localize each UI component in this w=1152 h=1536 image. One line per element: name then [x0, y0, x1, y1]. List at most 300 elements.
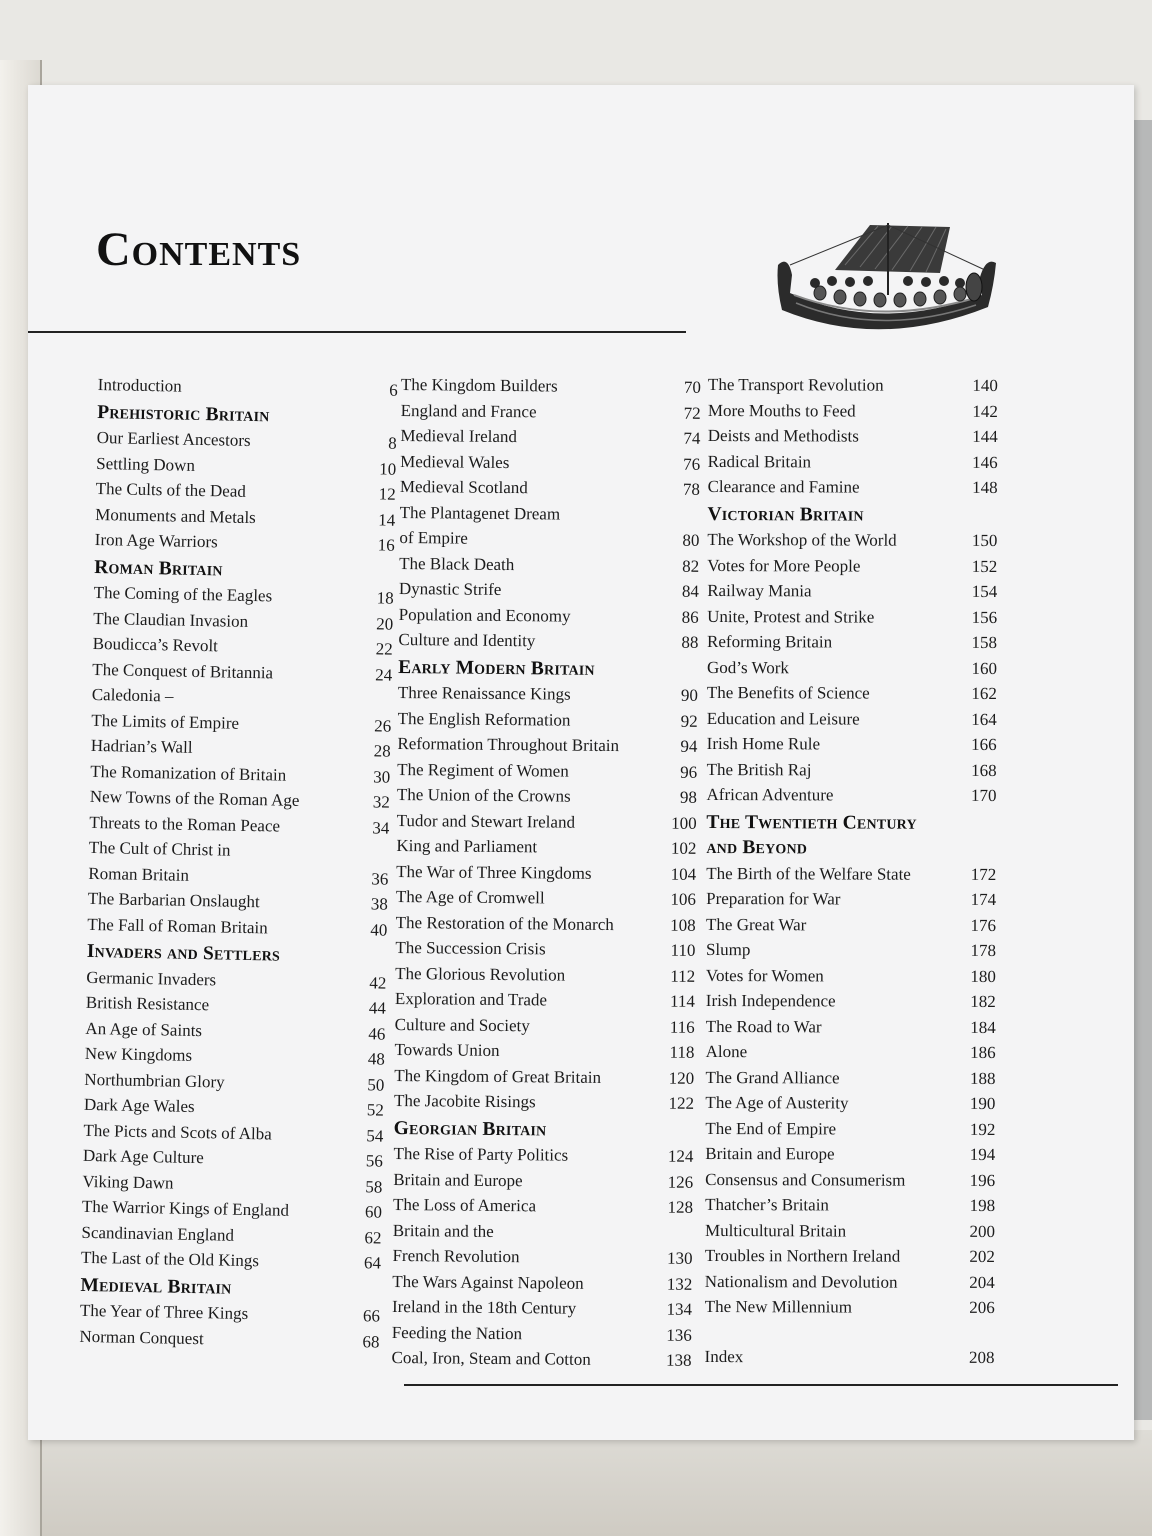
entry-title: Nationalism and Devolution	[704, 1271, 898, 1292]
entry-title: Dynastic Strife	[398, 578, 502, 599]
entry-title: Monuments and Metals	[95, 504, 256, 527]
entry-title: Irish Home Rule	[706, 733, 821, 754]
contents-entry	[706, 988, 996, 1015]
entry-page-number: 40	[370, 919, 388, 940]
contents-entry	[708, 397, 998, 424]
contents-entry	[81, 1245, 381, 1276]
entry-page-number: 24	[375, 664, 393, 685]
entry-page-number: 134	[666, 1299, 693, 1319]
contents-entry	[705, 1115, 995, 1142]
contents-section	[87, 554, 394, 942]
entry-title: The End of Empire	[705, 1118, 837, 1138]
contents-entry	[392, 1319, 692, 1347]
entry-page-number: 122	[668, 1093, 695, 1113]
contents-entry	[707, 654, 997, 681]
entry-page-number: 126	[667, 1172, 694, 1192]
entry-title: Boudicca’s Revolt	[92, 633, 219, 656]
contents-entry	[708, 423, 998, 450]
entry-page-number: 42	[369, 972, 387, 993]
title-rule	[28, 331, 686, 333]
section-heading: Invaders and Settlers	[86, 940, 281, 966]
contents-entry	[391, 1345, 691, 1373]
entry-page-number: 26	[374, 715, 392, 736]
entry-title: The Claudian Invasion	[93, 608, 249, 631]
entry-page-number: 102	[670, 838, 697, 858]
entry-title: The Cult of Christ in Roman Britain	[88, 837, 231, 885]
entry-title: The Black Death	[399, 553, 515, 574]
entry-title: Scandinavian England	[81, 1222, 235, 1245]
contents-entry	[705, 1243, 995, 1270]
entry-title: The Succession Crisis	[395, 937, 546, 959]
contents-entry	[399, 550, 699, 578]
entry-title: Irish Independence	[705, 990, 836, 1011]
entry-title: Britain and the French Revolution	[392, 1220, 520, 1267]
contents-entry	[705, 1294, 995, 1321]
section-heading: The Twentieth Century and Beyond	[706, 811, 917, 859]
entry-title: God’s Work	[706, 657, 789, 677]
contents-entry	[91, 682, 392, 739]
entry-page-number: 198	[969, 1195, 996, 1216]
entry-title: Britain and Europe	[705, 1143, 835, 1164]
contents-entry	[707, 603, 997, 630]
entry-page-number: 166	[971, 734, 997, 755]
entry-page-number: 70	[683, 377, 701, 397]
entry-title: Population and Economy	[398, 604, 571, 626]
entry-page-number: 146	[972, 452, 998, 472]
entry-title: The English Reformation	[397, 708, 571, 730]
contents-entry	[394, 1088, 694, 1116]
entry-page-number: 154	[971, 581, 998, 602]
entry-page-number: 50	[367, 1074, 385, 1095]
entry-title: Culture and Society	[394, 1014, 530, 1035]
contents-entry	[392, 1217, 692, 1271]
contents-entry	[705, 1343, 995, 1370]
contents-entry	[393, 1192, 693, 1220]
entry-page-number: 110	[670, 940, 696, 960]
entry-title: Votes for Women	[705, 965, 824, 985]
contents-entry	[706, 782, 996, 809]
entry-page-number: 60	[364, 1202, 383, 1222]
contents-entry	[397, 807, 697, 835]
contents-entry	[396, 909, 696, 937]
entry-title: Coal, Iron, Steam and Cotton	[391, 1347, 591, 1369]
entry-title: Clearance and Famine	[707, 476, 860, 497]
entry-title: Threats to the Roman Peace	[89, 812, 281, 836]
entry-page-number: 202	[969, 1246, 995, 1267]
entry-title: Introduction	[97, 374, 182, 396]
contents-entry	[705, 1217, 995, 1244]
entry-page-number: 204	[969, 1272, 995, 1292]
entry-page-number: 136	[666, 1325, 692, 1345]
entry-title: The Rise of Party Politics	[393, 1143, 569, 1165]
entry-title: The British Raj	[706, 759, 812, 779]
entry-title: The Year of Three Kings	[79, 1300, 249, 1324]
section-heading: Prehistoric Britain	[97, 401, 270, 426]
entry-title: The Cults of the Dead	[95, 478, 247, 501]
entry-title: Index	[704, 1346, 744, 1366]
entry-title: Exploration and Trade	[394, 988, 548, 1010]
section-heading: Georgian Britain	[393, 1117, 547, 1140]
contents-entry	[706, 860, 996, 887]
contents-entry	[88, 835, 389, 892]
contents-entry	[708, 372, 998, 399]
entry-page-number: 48	[367, 1049, 386, 1069]
entry-title: Britain and Europe	[393, 1169, 523, 1190]
entry-title: Radical Britain	[707, 451, 812, 471]
entry-page-number: 128	[667, 1197, 694, 1217]
contents-section	[706, 501, 997, 808]
contents-entry	[396, 858, 696, 886]
entry-page-number: 6	[389, 380, 398, 400]
entry-page-number: 80	[682, 530, 700, 550]
entry-page-number: 32	[372, 792, 390, 812]
entry-title: The Coming of the Eagles	[93, 582, 273, 606]
section-heading: Medieval Britain	[80, 1274, 232, 1299]
entry-page-number: 78	[682, 479, 700, 499]
contents-entry	[707, 705, 997, 732]
contents-entry	[394, 1037, 694, 1065]
entry-title: Three Renaissance Kings	[397, 682, 571, 704]
contents-entry	[395, 986, 695, 1014]
entry-page-number: 150	[971, 530, 998, 551]
contents-entry	[707, 680, 997, 707]
contents-entry	[397, 756, 697, 784]
entry-page-number: 100	[671, 813, 697, 833]
background-surface	[0, 1430, 1152, 1536]
contents-entry	[395, 1011, 695, 1039]
contents-entry	[400, 474, 700, 502]
entry-page-number: 152	[971, 556, 998, 576]
entry-title: Hadrian’s Wall	[90, 735, 193, 757]
entry-title: The Benefits of Science	[706, 682, 870, 703]
contents-entry	[707, 552, 997, 579]
entry-page-number: 12	[378, 484, 396, 504]
entry-page-number: 86	[681, 607, 699, 627]
entry-page-number: 22	[375, 639, 393, 659]
entry-page-number: 184	[970, 1017, 996, 1037]
entry-title: The Jacobite Risings	[393, 1090, 536, 1112]
entry-page-number: 208	[969, 1347, 995, 1367]
entry-page-number: 94	[680, 736, 698, 756]
entry-title: The Kingdom of Great Britain	[394, 1065, 602, 1087]
entry-title: The Last of the Old Kings	[80, 1247, 260, 1271]
entry-page-number: 118	[669, 1042, 695, 1062]
entry-title: Northumbrian Glory	[84, 1069, 225, 1092]
entry-title: An Age of Saints	[85, 1018, 203, 1040]
contents-entry	[706, 937, 996, 964]
entry-page-number: 138	[665, 1350, 692, 1370]
entry-title: The Workshop of the World	[707, 529, 897, 550]
entry-page-number: 158	[971, 632, 998, 653]
entry-page-number: 132	[666, 1274, 693, 1294]
contents-entry	[399, 576, 699, 604]
entry-page-number: 190	[969, 1093, 996, 1114]
entry-title: Reformation Throughout Britain	[397, 733, 620, 756]
entry-title: Medieval Scotland	[399, 476, 528, 498]
section-heading: Victorian Britain	[707, 503, 864, 526]
entry-title: The Conquest of Britannia	[92, 659, 274, 682]
entry-page-number: 168	[971, 760, 997, 780]
entry-page-number: 164	[971, 709, 997, 729]
contents-entry	[708, 448, 998, 475]
entry-title: Culture and Identity	[398, 629, 536, 651]
entry-title: New Kingdoms	[84, 1043, 193, 1065]
contents-entry	[706, 1039, 996, 1066]
contents-entry	[400, 423, 700, 451]
entry-title: King and Parliament	[396, 835, 538, 857]
entry-title: British Resistance	[85, 992, 210, 1015]
entry-title: The Birth of the Welfare State	[706, 863, 911, 884]
entry-page-number: 38	[370, 894, 389, 914]
entry-title: Norman Conquest	[79, 1326, 204, 1348]
contents-entry	[394, 1062, 694, 1090]
entry-page-number: 64	[363, 1253, 382, 1273]
entry-page-number: 140	[972, 375, 998, 396]
entry-title: The Romanization of Britain	[90, 761, 287, 785]
contents-entry	[395, 935, 695, 963]
entry-title: Dark Age Culture	[82, 1145, 204, 1168]
entry-title: The War of Three Kingdoms	[396, 861, 592, 883]
entry-title: Consensus and Consumerism	[705, 1169, 906, 1190]
entry-page-number: 180	[970, 966, 996, 986]
entry-title: Dark Age Wales	[83, 1094, 195, 1116]
entry-page-number: 30	[373, 766, 391, 787]
entry-page-number: 10	[379, 458, 397, 479]
entry-page-number: 192	[969, 1119, 996, 1139]
contents-entry	[392, 1294, 692, 1322]
contents-entry	[708, 474, 998, 501]
section-heading: Early Modern Britain	[398, 656, 595, 680]
entry-title: Settling Down	[96, 453, 196, 475]
contents-entry	[393, 1166, 693, 1194]
contents-entry	[396, 884, 696, 912]
contents-entry	[400, 448, 700, 476]
entry-page-number: 196	[969, 1170, 996, 1190]
entry-title: The Union of the Crowns	[396, 784, 571, 806]
entry-page-number: 170	[970, 785, 997, 806]
contents-entry	[398, 680, 698, 708]
entry-title: Votes for More People	[707, 555, 861, 576]
entry-title: Caledonia – The Limits of Empire	[91, 684, 240, 733]
entry-title: The Road to War	[705, 1016, 822, 1036]
entry-page-number: 142	[972, 401, 998, 421]
entry-title: Tudor and Stewart Ireland	[396, 810, 576, 832]
viking-ship-illustration	[760, 215, 1000, 345]
page-title: Contents	[96, 223, 302, 276]
entry-page-number: 56	[365, 1151, 384, 1171]
entry-title: Deists and Methodists	[707, 425, 859, 446]
contents-section	[705, 1343, 995, 1370]
contents-entry	[398, 705, 698, 733]
entry-page-number: 88	[681, 632, 699, 652]
entry-page-number: 156	[971, 607, 998, 627]
entry-title: Iron Age Warriors	[94, 529, 218, 552]
entry-page-number: 178	[970, 940, 997, 961]
entry-page-number: 176	[970, 915, 997, 935]
entry-page-number: 116	[669, 1017, 695, 1037]
entry-title: Multicultural Britain	[704, 1220, 847, 1240]
contents-entry	[392, 1268, 692, 1296]
contents-section	[705, 809, 997, 1320]
entry-page-number: 28	[373, 741, 391, 761]
contents-entry	[95, 527, 395, 558]
entry-title: The Warrior Kings of England	[81, 1196, 290, 1220]
entry-page-number: 112	[670, 966, 696, 986]
entry-title: The Barbarian Onslaught	[87, 888, 260, 912]
entry-title: Reforming Britain	[707, 631, 833, 652]
contents-section	[95, 399, 398, 558]
entry-title: The New Millennium	[704, 1296, 853, 1317]
entry-title: Feeding the Nation	[391, 1322, 523, 1343]
contents-entry	[397, 782, 697, 810]
entry-page-number: 96	[680, 762, 698, 782]
entry-title: Ireland in the 18th Century	[391, 1296, 577, 1318]
entry-title: Viking Dawn	[82, 1171, 174, 1193]
entry-title: The Great War	[706, 914, 807, 934]
entry-title: The Age of Austerity	[705, 1092, 849, 1113]
contents-entry	[706, 886, 996, 913]
contents-entry	[87, 911, 387, 942]
contents-entry	[706, 911, 996, 938]
contents-entry	[706, 962, 996, 989]
contents-entry	[706, 1013, 996, 1040]
entry-page-number: 8	[388, 433, 397, 453]
contents-entry	[396, 833, 696, 861]
entry-page-number: 92	[680, 711, 698, 731]
entry-title: Preparation for War	[706, 888, 841, 909]
contents-section	[391, 1115, 693, 1373]
contents-column-3	[705, 372, 998, 1370]
contents-entry	[705, 1166, 995, 1193]
entry-title: The Kingdom Builders	[400, 374, 558, 396]
entry-title: The Glorious Revolution	[395, 963, 566, 985]
entry-page-number: 46	[368, 1023, 386, 1044]
contents-entry	[705, 1268, 995, 1295]
entry-title: Troubles in Northern Ireland	[704, 1245, 901, 1266]
entry-page-number: 188	[970, 1068, 996, 1088]
entry-page-number: 74	[683, 428, 701, 448]
contents-entry	[705, 1141, 995, 1168]
contents-entry	[707, 527, 997, 554]
contents-entry	[399, 601, 699, 629]
contents-entry	[707, 578, 997, 605]
entry-page-number: 44	[368, 998, 387, 1018]
entry-page-number: 172	[970, 864, 997, 884]
entry-title: The Wars Against Napoleon	[392, 1271, 584, 1293]
entry-title: New Towns of the Roman Age	[89, 786, 300, 810]
contents-section	[398, 372, 701, 655]
entry-page-number: 98	[679, 787, 698, 807]
entry-page-number: 194	[969, 1144, 996, 1165]
entry-title: More Mouths to Feed	[707, 400, 856, 421]
entry-title: African Adventure	[706, 784, 834, 805]
contents-entry	[399, 499, 699, 553]
entry-page-number: 58	[365, 1176, 383, 1197]
entry-page-number: 124	[667, 1146, 694, 1166]
entry-title: Unite, Protest and Strike	[707, 606, 875, 627]
contents-entry	[398, 627, 698, 655]
contents-entry	[395, 960, 695, 988]
entry-title: Our Earliest Ancestors	[96, 427, 251, 450]
entry-page-number: 68	[362, 1331, 380, 1352]
entry-page-number: 90	[680, 685, 699, 705]
contents-entry	[397, 731, 697, 759]
entry-page-number: 114	[670, 991, 696, 1011]
section-heading: Roman Britain	[94, 556, 223, 580]
entry-page-number: 82	[682, 556, 700, 576]
entry-page-number: 66	[362, 1306, 381, 1326]
entry-page-number: 162	[971, 683, 997, 704]
contents-column-2	[391, 372, 701, 1373]
entry-page-number: 104	[670, 864, 697, 884]
entry-title: The Picts and Scots of Alba	[83, 1120, 273, 1143]
entry-page-number: 34	[372, 817, 390, 838]
entry-page-number: 14	[378, 509, 396, 530]
entry-title: Medieval Wales	[400, 451, 510, 472]
entry-title: Towards Union	[394, 1039, 500, 1060]
entry-title: The Plantagenet Dream of Empire	[399, 502, 561, 548]
bottom-rule	[404, 1384, 1118, 1386]
contents-entry	[393, 1141, 693, 1169]
contents-entry	[401, 397, 701, 425]
entry-title: Alone	[705, 1041, 748, 1062]
entry-page-number: 160	[971, 658, 998, 678]
entry-page-number: 62	[364, 1227, 382, 1248]
entry-title: The Transport Revolution	[707, 374, 884, 395]
contents-section	[708, 372, 998, 501]
contents-entry	[707, 629, 997, 656]
contents-entry	[98, 372, 398, 403]
entry-page-number: 72	[683, 403, 701, 423]
contents-section	[394, 654, 698, 1116]
contents-section	[81, 939, 387, 1276]
entry-page-number: 18	[376, 588, 394, 608]
entry-page-number: 144	[972, 426, 998, 447]
entry-title: The Loss of America	[392, 1194, 537, 1216]
entry-page-number: 16	[377, 535, 395, 555]
contents-section	[79, 1272, 380, 1354]
entry-page-number: 52	[366, 1100, 385, 1120]
contents-column-1	[79, 372, 398, 1355]
contents-section	[98, 372, 398, 403]
entry-page-number: 120	[668, 1068, 695, 1088]
entry-page-number: 174	[970, 889, 997, 910]
contents-entry	[705, 1090, 995, 1117]
entry-title: Slump	[705, 939, 751, 960]
entry-title: The Age of Cromwell	[395, 886, 545, 908]
contents-entry	[705, 1064, 995, 1091]
entry-title: Railway Mania	[707, 580, 812, 601]
contents-entry	[707, 731, 997, 758]
entry-title: The Restoration of the Monarch	[395, 912, 614, 934]
entry-title: The Regiment of Women	[397, 759, 569, 781]
entry-page-number: 54	[366, 1125, 384, 1146]
entry-page-number: 36	[371, 868, 389, 889]
entry-page-number: 84	[681, 581, 699, 601]
entry-page-number: 148	[972, 477, 998, 498]
contents-entry	[401, 372, 701, 400]
entry-page-number: 76	[683, 454, 701, 474]
entry-title: Germanic Invaders	[86, 967, 217, 989]
entry-title: Medieval Ireland	[400, 425, 518, 447]
entry-title: England and France	[400, 400, 537, 421]
entry-title: The Fall of Roman Britain	[87, 914, 268, 937]
contents-entry	[707, 756, 997, 783]
entry-title: Education and Leisure	[706, 708, 860, 729]
entry-page-number: 130	[666, 1248, 693, 1268]
entry-page-number: 206	[969, 1297, 995, 1318]
entry-title: Thatcher’s Britain	[705, 1194, 829, 1215]
